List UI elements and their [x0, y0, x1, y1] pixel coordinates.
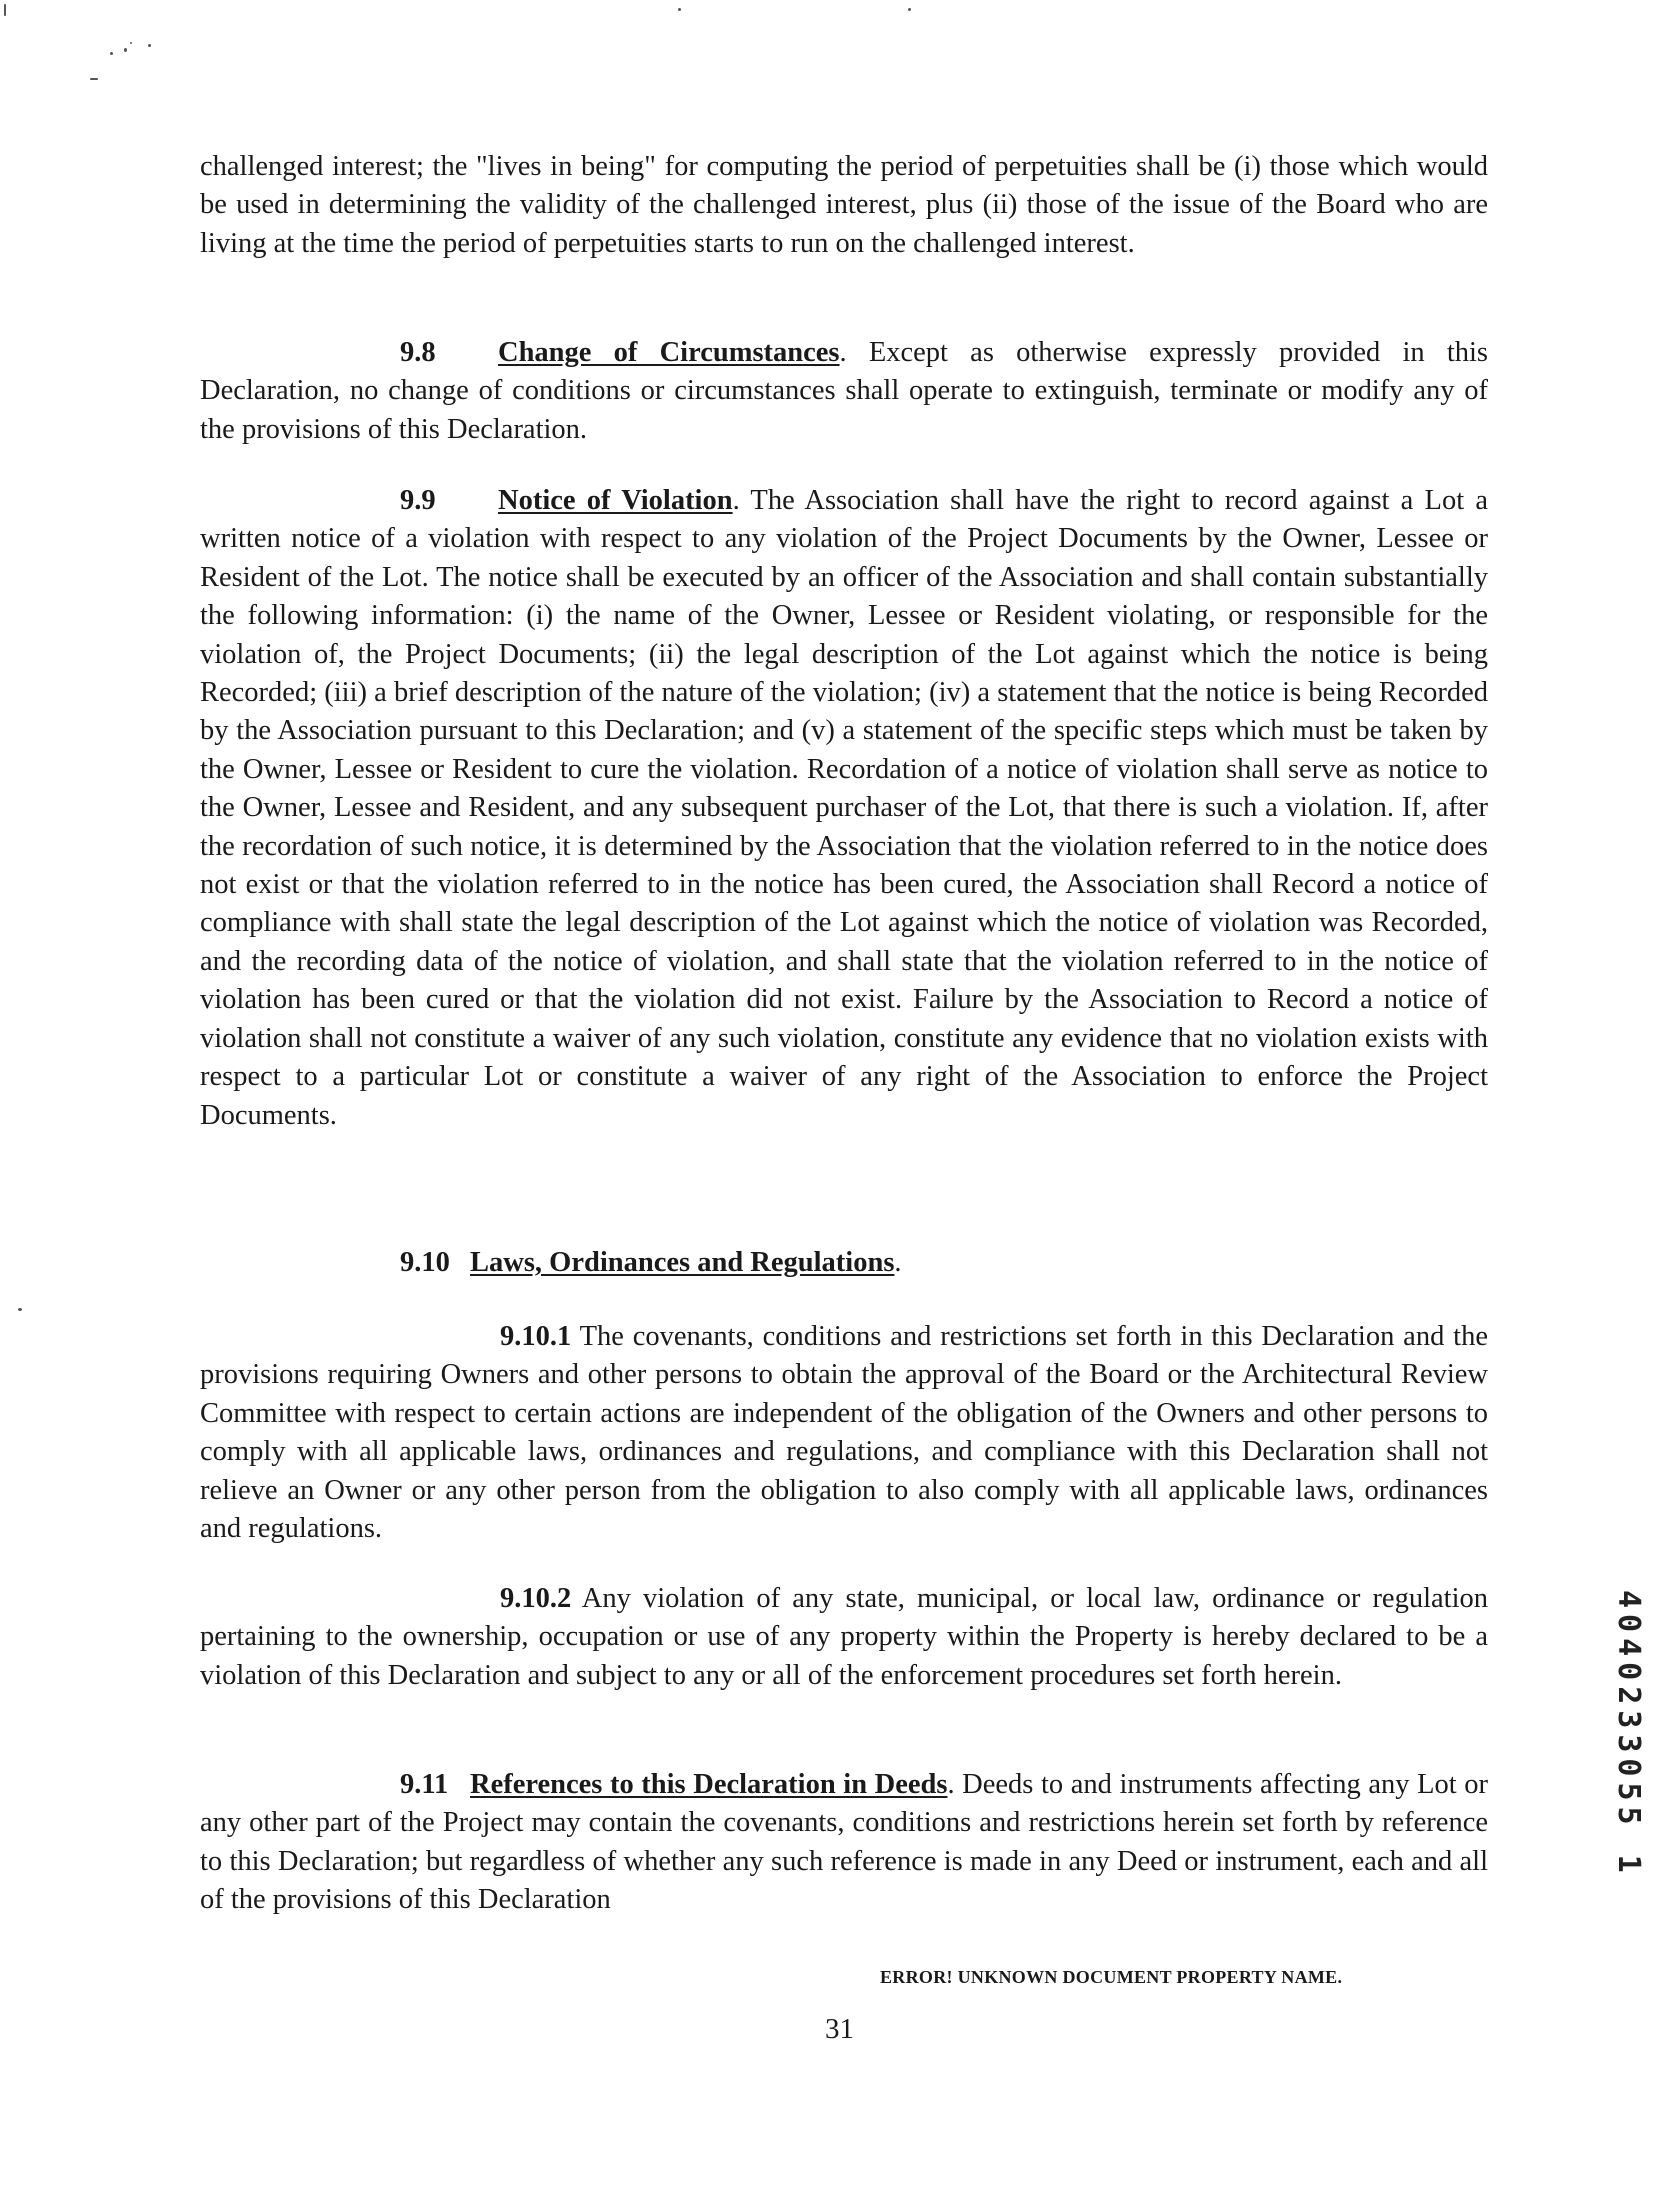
section-number: 9.11: [400, 1769, 449, 1800]
continued-paragraph: challenged interest; the "lives in being" for computing the period of perpetuities shall be (i) those which would be used in determining the validity of the challenged interest, plus (ii) those of the issue of the Board who are living at the time the period of perpetuities starts to run on the challenged interest.: [200, 151, 1488, 259]
subsection-number: 9.10.2: [500, 1583, 572, 1614]
scan-speck: [130, 42, 132, 44]
scan-speck: [90, 78, 98, 80]
scan-speck: [678, 8, 681, 11]
section-text: . Deeds to and instruments affecting any Lot or any other part of the Project may contain the covenants, conditions and restrictions herein set forth by reference to this Declaration; but regardless of whether any such reference is made in any Deed or instrument, each and all of the provisions of this Declaration: [200, 1769, 1488, 1916]
section-9-11: [200, 1766, 1488, 1920]
section-number: 9.8: [400, 337, 436, 368]
section-9-9: [200, 482, 1488, 1135]
section-heading: Notice of Violation: [498, 485, 733, 516]
scan-speck: [110, 52, 113, 55]
section-9-10-heading: [400, 1244, 902, 1282]
heading-period: .: [894, 1247, 902, 1278]
subsection-number: 9.10.1: [500, 1321, 572, 1352]
margin-stamp: [1612, 1590, 1652, 1910]
scan-speck: [124, 48, 127, 52]
scan-speck: [4, 4, 6, 16]
section-heading: Change of Circumstances: [498, 337, 840, 368]
scan-speck: [908, 8, 911, 11]
section-text: . Except as otherwise expressly provided in this Declaration, no change of conditions or circumstances shall operate to extinguish, terminate or modify any of the provisions of this Declaration.: [200, 337, 1489, 445]
section-9-8: [200, 334, 1488, 449]
scan-speck: [148, 44, 151, 47]
footer-error-note: ERROR! UNKNOWN DOCUMENT PROPERTY NAME.: [880, 1967, 1343, 1987]
section-9-10-2: [200, 1580, 1488, 1695]
margin-stamp-text: 4040233055 1: [1611, 1590, 1646, 1879]
section-heading: References to this Declaration in Deeds: [470, 1769, 948, 1800]
section-number: 9.10: [400, 1247, 450, 1278]
section-text: . The Association shall have the right to record against a Lot a written notice of a violation with respect to any violation of the Project Documents by the Owner, Lessee or Resident of the Lot. The notice shall be executed by an officer of the Association and shall contain substantially the following information: (i) the name of the Owner, Lessee or Resident violating, or responsible for the violation of, the Project Documents; (ii) the legal description of the Lot against which the notice is being Recorded; (iii) a brief description of the nature of the violation; (iv) a statement that the notice is being Recorded by the Association pursuant to this Declaration; and (v) a statement of the specific steps which must be taken by the Owner, Lessee or Resident to cure the violation. Recordation of a notice of violation shall serve as notice to the Owner, Lessee and Resident, and any subsequent purchaser of the Lot, that there is such a violation. If, after the recordation of such notice, it is determined by the Association that the violation referred to in the notice does not exist or that the violation referred to in the notice has been cured, the Association shall Record a notice of compliance with shall state the legal description of the Lot against which the notice of violation was Recorded, and the recording data of the notice of violation, and shall state that the violation referred to in the notice of violation has been cured or that the violation did not exist. Failure by the Association to Record a notice of violation shall not constitute a waiver of any such violation, constitute any evidence that no violation exists with respect to a particular Lot or constitute a waiver of any right of the Association to enforce the Project Documents.: [200, 485, 1488, 1131]
scan-speck: [18, 1308, 22, 1311]
subsection-text: Any violation of any state, municipal, or local law, ordinance or regulation pertaining to the ownership, occupation or use of any property within the Property is hereby declared to be a violation of this Declaration and subject to any or all of the enforcement procedures set forth herein.: [200, 1583, 1488, 1691]
section-number: 9.9: [400, 485, 436, 516]
subsection-text: The covenants, conditions and restrictions set forth in this Declaration and the provisions requiring Owners and other persons to obtain the approval of the Board or the Architectural Review Committee with respect to certain actions are independent of the obligation of the Owners and other persons to comply with all applicable laws, ordinances and regulations, and compliance with this Declaration shall not relieve an Owner or any other person from the obligation to also comply with all applicable laws, ordinances and regulations.: [200, 1321, 1488, 1545]
page-number: 31: [825, 2013, 854, 2045]
section-heading: Laws, Ordinances and Regulations: [470, 1247, 895, 1278]
section-9-10-1: [200, 1318, 1488, 1548]
